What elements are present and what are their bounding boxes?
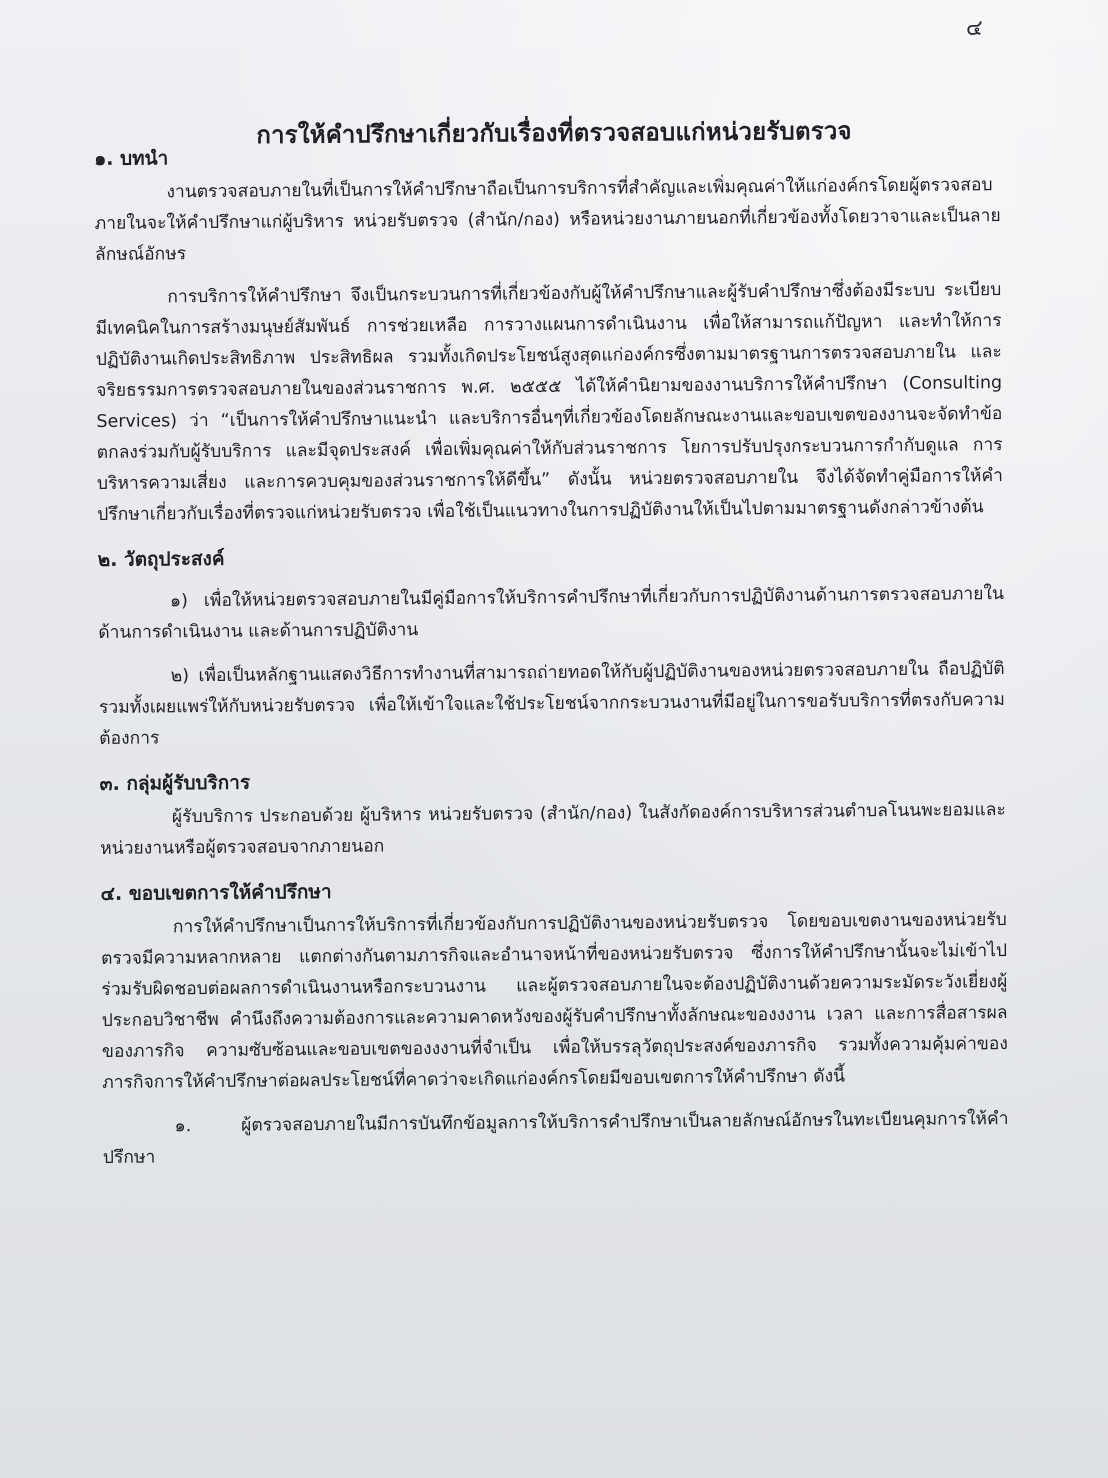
document-title: การให้คำปรึกษาเกี่ยวกับเรื่องที่ตรวจสอบแก่หน่วยรับตรวจ [256,116,852,150]
section-consulting-scope [100,870,1009,1174]
paragraph: ๒) เพื่อเป็นหลักฐานแสดงวิธีการทำงานที่สามารถถ่ายทอดให้กับผู้ปฏิบัติงานของหน่วยตรวจสอบภายใน ถือปฏิบัติ รวมทั้งเผยแพร่ให้กับหน่วยรับตรวจ เพื่อให้เข้าใจและใช้ประโยชน์จากกระบวนงานที่มีอยู่ในการขอรับบริการที่ตรงกับความต้องการ [98,659,1005,749]
document-body [94,135,1009,1174]
paragraph: การบริการให้คำปรึกษา จึงเป็นกระบวนการที่เกี่ยวข้องกับผู้ให้คำปรึกษาและผู้รับคำปรึกษาซึ่งต้องมีระบบ ระเบียบ มีเทคนิคในการสร้างมนุษย์สัมพันธ์ การช่วยเหลือ การวางแผนการดำเนินงาน เพื่อให้สามารถแก้ปัญหา และทำให้การปฏิบัติงานเกิดประสิทธิภาพ ประสิทธิผล รวมทั้งเกิดประโยชน์สูงสุดแก่องค์กรซึ่งตามมาตรฐานการตรวจสอบภายใน และจริยธรรมการตรวจสอบภายในของส่วนราชการ พ.ศ. ๒๕๕๕ ได้ให้คำนิยามของงานบริการให้คำปรึกษา (Consulting Services) ว่า “เป็นการให้คำปรึกษาแนะนำ และบริการอื่นๆที่เกี่ยวข้องโดยลักษณะงานและขอบเขตของงานจะจัดทำข้อตกลงร่วมกับผู้รับบริการ และมีจุดประสงค์ เพื่อเพิ่มคุณค่าให้กับส่วนราชการ โยการปรับปรุงกระบวนการกำกับดูแล การบริหารความเสี่ยง และการควบคุมของส่วนราชการให้ดีขึ้น” ดังนั้น หน่วยตรวจสอบภายใน จึงได้จัดทำคู่มือการให้คำปรึกษาเกี่ยวกับเรื่องที่ตรวจแก่หน่วยรับตรวจ เพื่อใช้เป็นแนวทางในการปฏิบัติงานให้เป็นไปตามมาตรฐานดังกล่าวข้างต้น [95,280,1004,525]
section-heading: ๔. ขอบเขตการให้คำปรึกษา [100,880,332,905]
section-service-recipients [99,760,1006,865]
paragraph: ๑. ผู้ตรวจสอบภายในมีการบันทึกข้อมูลการให้บริการคำปรึกษาเป็นลายลักษณ์อักษรในทะเบียนคุมการให้คำปรึกษา [102,1109,1009,1168]
section-heading: ๓. กลุ่มผู้รับบริการ [99,771,251,795]
section-objectives [97,536,1005,755]
section-introduction [94,135,1003,531]
paragraph: ผู้รับบริการ ประกอบด้วย ผู้บริหาร หน่วยรับตรวจ (สำนัก/กอง) ในสังกัดองค์การบริหารส่วนตำบลโนนพะยอมและหน่วยงานหรือผู้ตรวจสอบจากภายนอก [100,800,1006,859]
section-heading: ๑. บทนำ [94,147,169,170]
paragraph: การให้คำปรึกษาเป็นการให้บริการที่เกี่ยวข้องกับการปฏิบัติงานของหน่วยรับตรวจ โดยขอบเขตงานของหน่วยรับตรวจมีความหลากหลาย แตกต่างกันตามภารกิจและอำนาจหน้าที่ของหน่วยรับตรวจ ซึ่งการให้คำปรึกษานั้นจะไม่เข้าไปร่วมรับผิดชอบต่อผลการดำเนินงานหรือกระบวนงาน และผู้ตรวจสอบภายในจะต้องปฏิบัติงานด้วยความระมัดระวังเยี่ยงผู้ประกอบวิชาชีพ คำนึงถึงความต้องการและความคาดหวังของผู้รับคำปรึกษาทั้งลักษณะของงงาน เวลา และการสื่อสารผลของภารกิจ ความซับซ้อนและขอบเขตของงงานที่จำเป็น เพื่อให้บรรลุวัตถุประสงค์ของภารกิจ รวมทั้งความคุ้มค่าของภารกิจการให้คำปรึกษาต่อผลประโยชน์ที่คาดว่าจะเกิดแก่องค์กรโดยมีขอบเขตการให้คำปรึกษา ดังนี้ [101,910,1008,1093]
paragraph: งานตรวจสอบภายในที่เป็นการให้คำปรึกษาถือเป็นการบริการที่สำคัญและเพิ่มคุณค่าให้แก่องค์กรโดยผู้ตรวจสอบภายในจะให้คำปรึกษาแก่ผู้บริหาร หน่วยรับตรวจ (สำนัก/กอง) หรือหน่วยงานภายนอกที่เกี่ยวข้องทั้งโดยวาจาและเป็นลายลักษณ์อักษร [94,175,1001,265]
page-number: ๔ [966,16,983,41]
paragraph: ๑) เพื่อให้หน่วยตรวจสอบภายในมีคู่มือการให้บริการคำปรึกษาที่เกี่ยวกับการปฏิบัติงานด้านการตรวจสอบภายใน ด้านการดำเนินงาน และด้านการปฏิบัติงาน [98,584,1005,643]
section-heading: ๒. วัตถุประสงค์ [97,547,225,571]
